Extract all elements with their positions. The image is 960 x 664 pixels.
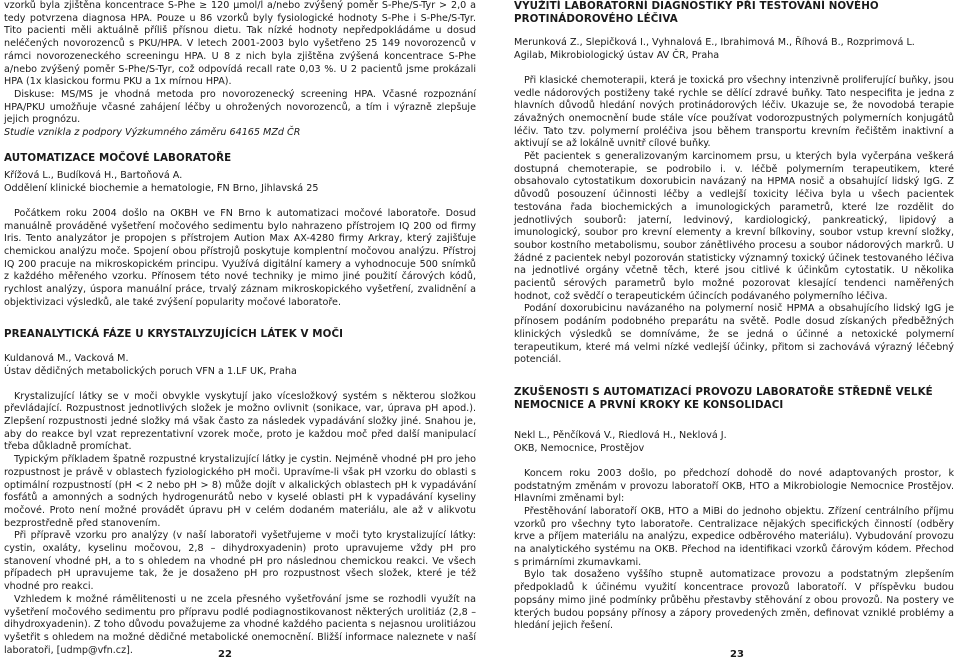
intro-paragraph: vzorků byla zjištěna koncentrace S-Phe ≥ 120 μmol/l a/nebo zvýšený poměr S-Phe/S-Tyr > 2,0 a tedy potvrzena diagnosa HPA. Pouze u 86 vzorků byly fysiologické hodnoty S-Phe i S-Phe/S-Tyr. Tito pacienti měli aktuálně příliš přísnou dietu. Tak nízké hodnoty nepředpokládáme u dosud neléčených novorozenců s PKU/HPA. V letech 2001-2003 bylo vyšetřeno 25 149 novorozenců v rámci novorozeneckého screeningu HPA. U 8 z nich byla zjištěna zvýšená koncentrace S-Phe a/nebo zvýšený poměr S-Phe/S-Tyr, což odpovídá recall rate 0,03 %. U 2 pacientů jsme prokázali HPA (1x klasickou formu PKU a 1x mírnou HPA). [4,0,476,88]
section-title-automatizace: AUTOMATIZACE MOČOVÉ LABORATOŘE [4,151,232,164]
section-title-vyuziti: VYUŽITÍ LABORATORNÍ DIAGNOSTIKY PŘI TESTOVÁNÍ NOVÉHO PROTINÁDOROVÉHO LÉČIVA [514,0,879,25]
section-paragraph: Přestěhování laboratoří OKB, HTO a MiBi do jednoho objektu. Zřízení centrálního příjmu vzorků pro všechny tyto laboratoře. Centralizace nějakých specifických činností (odběry krve a příjem materiálu na analýzu, expedice odběrového materiálu). Vybudování provozu na analytického systému na OKB. Přechod na identifikaci vzorků čárovým kódem. Přechod s primárními zkumavkami. [514,505,954,568]
section-paragraph: Bylo tak dosaženo vyššího stupně automatizace provozu a podstatným zlepšením předpokladů k účinému využití koncentrace provozů laboratoří. V příspěvku budou popsány mimo jiné podmínky průběhu přestavby stěhování z obou provozů. Na postery ve kterých budou popsány přínosy a zápory provedených změn, definovat vzniklé problémy a hledání jejich řešení. [514,569,954,632]
spacer [514,411,954,430]
section-paragraph: Typickým příkladem špatně rozpustné krystalizující látky je cystin. Nejméně vhodné pH pro jeho rozpustnost je právě v oblastech fyziologického pH moči. Upravíme-li však pH vzorku do oblasti s optimální rozpustností (pH < 2 nebo pH > 8) může dojít v alkalických oblastech pH k vypadávání fosfátů a amonných a sodných hydrogenurátů nebo v kyselé oblasti pH k vypadávání kyseliny močové. Proto není možné provádět úpravu pH v celém dodaném materiálu, ale až v alikvotu bezprostředně před stanovením. [4,454,476,529]
section-affiliation: Agilab, Mikrobiologický ústav AV ČR, Praha [514,50,720,62]
section-paragraph: Podání doxorubicinu navázaného na polymerní nosič HPMA a obsahujícího lidský IgG je přínosem podáním podobného preparátu na světě. Podle dosud získaných předběžných klinických výsledků se domníváme, že se jedná o účinné a netoxické polymerní terapeutikum, které má velmi nízké vedlejší účinky, přitom si zachovává výrazný léčebný potenciál. [514,303,954,366]
spacer [4,379,476,391]
spacer [514,25,954,37]
spacer [514,456,954,468]
section-paragraph: Při přípravě vzorku pro analýzy (v naší laboratoři vyšetřujeme v moči tyto krystalizující látky: cystin, oxaláty, kyselinu močovou, 2,8 – dihydroxyadenin) proto upravujeme vždy pH pro stanovení vhodné pH, a to s ohledem na vhodné pH pro následnou chemickou reakci. Ve všech případech pH upravujeme tak, že je dosaženo pH pro rozpustnost všech složek, které je též vhodné pro reakci. [4,530,476,593]
spacer [514,367,954,386]
section-paragraph: Pět pacientek s generalizovaným karcinomem prsu, u kterých byla vyčerpána veškerá dostupná chemoterapie, se podrobilo i. v. léčbě polymerním terapeutikem, které obsahovalo cytostatikum doxorubicin navázaný na HPMA nosič a obsahující lidský IgG. Z důvodů posouzení účinnosti léčby a vedlejší toxicity léčiva byla u všech pacientek testována řada biochemických a imunologických parametrů, které lze rozdělit do jednotlivých souborů: jaterní, ledvinový, kardiologický, pankreatický, lipidový a imunologický, soubor pro krevní elementy a krevní bílkoviny, soubor vstup krevní složky, soubor kostního metabolismu, soubor zánětlivého procesu a soubor nádorových markrů. U žádné z pacientek nebyl pozorován statisticky významný toxický účinek testovaného léčiva na jednotlivé orgány včetně těch, které jsou citlivé k účinkům cytostatik. U několika pacientů sérových parametrů bylo možné pozorovat klesající tendenci naměřených hodnot, což svědčí o terapeutickém účincích podávaného polymerního léčiva. [514,151,954,302]
spacer [514,63,954,75]
discussion-paragraph: Diskuse: MS/MS je vhodná metoda pro novorozenecký screening HPA. Včasné rozpoznání HPA/PKU umožňuje včasné zahájení léčby u ohrožených novorozenců, a tím i výrazně zlepšuje jejich prognózu. [4,88,476,126]
page-number-left: 22 [218,649,232,660]
right-page-column [514,0,954,633]
spacer [4,196,476,208]
section-paragraph: Vzhledem k možné rámělitenosti u ne zcela přesného vyšetřování jsme se rozhodli využít na vyšetření močového sedimentu pro přípravu podlé podiagnostikovanost některých urolitiáz (2,8 – dihydroxyadenin). Z toho důvodu považujeme za vhodné každého pacienta s nejasnou urolitiázou vyšetřit s ohledem na možné dědičné metabolické onemocnění. Bližší informace naleznete v naší laboratoři, [udmp@vfn.cz]. [4,593,476,656]
left-page-column [4,0,476,657]
section-title-zkusenosti: ZKUŠENOSTI S AUTOMATIZACÍ PROVOZU LABORATOŘE STŘEDNĚ VELKÉ NEMOCNICE A PRVNÍ KROKY KE KONSOLIDACI [514,385,933,411]
section-paragraph: Krystalizující látky se v moči obvykle vyskytují jako vícesložkový systém s některou složkou převládající. Rozpustnost jednotlivých složek je možno ovlivnit (sonikace, var, úprava pH apod.). Zlepšení rozpustnosti jedné složky má však často za následek vypadávání složky jiné. Snahou je, aby do reakce byl vzat reprezentativní vzorek moče, proto je každou moč před další manipulací třeba důkladně promíchat. [4,390,476,453]
spacer [4,309,476,328]
section-paragraph: Při klasické chemoterapii, která je toxická pro všechny intenzivně proliferující buňky, jsou vedle nádorových postiženy také rychle se dělící zdravé buňky. Tato nespecifita je jedna z hlavních důvodů hledání nových protinádorových léčiv. Ukazuje se, že novodobá terapie závažných onemocnění bude stále více používat vodorozpustných polymerních konjugátů léčiv. Tato tzv. polymerní proléčiva jsou během transportu krevním řečištěm inaktivní a aktivují se až lokálně uvnitř cílové buňky. [514,74,954,150]
spacer [4,341,476,353]
spacer [4,140,476,152]
section-affiliation: Ústav dědičných metabolických poruch VFN a 1.LF UK, Praha [4,365,297,377]
section-authors: Kuldanová M., Vacková M. [4,353,129,365]
section-authors: Nekl L., Pěnčíková V., Riedlová H., Neklová J. [514,430,727,442]
section-affiliation: Oddělení klinické biochemie a hematologie, FN Brno, Jihlavská 25 [4,183,319,195]
section-title-preanalyticka: PREANALYTICKÁ FÁZE U KRYSTALYZUJÍCÍCH LÁTEK V MOČI [4,328,344,341]
section-paragraph: Počátkem roku 2004 došlo na OKBH ve FN Brno k automatizaci močové laboratoře. Dosud manuálně prováděné vyšetření močového sedimentu bylo nahrazeno přístrojem IQ 200 od firmy Iris. Tento analyzátor je propojen s přístrojem Aution Max AX-4280 firmy Arkray, který zajišťuje chemickou analýzu moče. Spojení obou přístrojů poskytuje komplentní močovou analýzu. Přístroj IQ 200 pracuje na mikroskopickém principu. Využívá digitální kamery a vyhodnocuje 500 snímků z každého měřeného vzorku. Přínosem této nové techniky je mimo jiné použití čárových kódů, rychlost analýzy, úspora manuální práce, trvalý záznam mikroskopického vyšetření, zvalidnění a objektivizaci výsledků, ale také zvýšení popularity močové laboratoře. [4,207,476,308]
section-authors: Křížová L., Budíková H., Bartoňová A. [4,170,183,182]
section-affiliation: OKB, Nemocnice, Prostějov [514,443,645,455]
section-authors: Merunková Z., Slepičková I., Vyhnalová E., Ibrahimová M., Říhová B., Rozprimová L. [514,37,915,49]
support-note: Studie vznikla z podpory Výzkumného záměru 64165 MZd ČR [4,127,301,139]
section-paragraph: Koncem roku 2003 došlo, po předchozí dohodě do nové adaptovaných prostor, k podstatným změnám v provozu laboratoří OKB, HTO a Mikrobiologie Nemocnice Prostějov. Hlavními změnami byl: [514,467,954,505]
page-number-right: 23 [730,649,744,660]
